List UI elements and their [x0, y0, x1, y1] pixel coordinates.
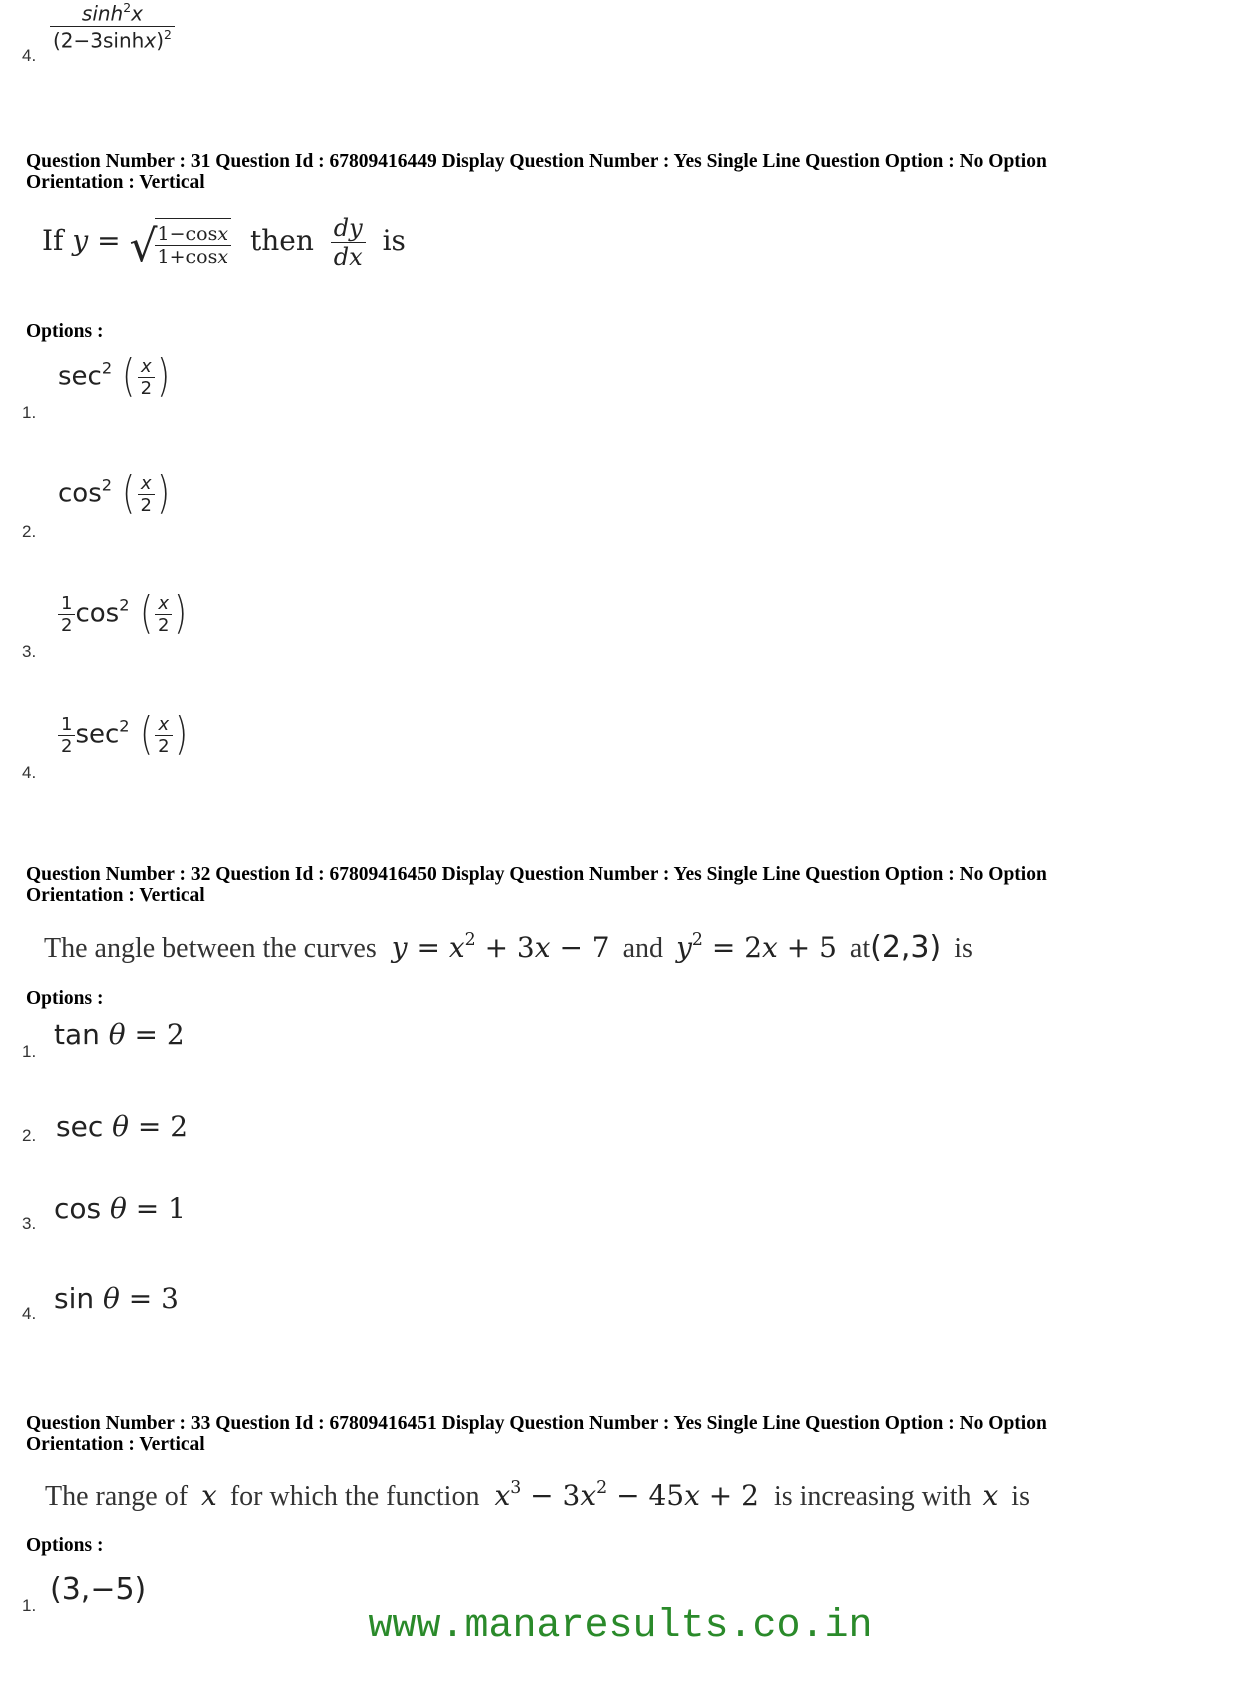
option-expression: $\cos^2$ ( $\frac{x}{2}$ ) [58, 468, 171, 519]
option-expression: cos θ = 1 [54, 1192, 186, 1225]
question-metadata: Question Number : 32 Question Id : 67809416450 Display Question Number : Yes Single Line Question Option : No Option Orientation : Vertical [26, 864, 1047, 906]
option-expression: $\sec^2$ ( $\frac{x}{2}$ ) [58, 351, 171, 402]
option-expression: tan θ = 2 [54, 1018, 185, 1051]
options-heading: Options : [26, 321, 104, 342]
question-stem: The angle between the curves $y = x^2 + 3x - 7$ and $y^2 = 2x + 5$ at(2,3) is [44, 930, 973, 966]
option-expression: $\frac{1}{2}$ $\sec^2$ ( $\frac{x}{2}$ ) [58, 713, 190, 757]
option-expression: sin θ = 3 [54, 1282, 179, 1315]
option-expression: (3,−5) [50, 1572, 147, 1607]
option-number: 4. [22, 46, 37, 65]
question-stem: The range of x for which the function $x^3 - 3x^2 - 45x + 2$ is increasing with x is [45, 1478, 1030, 1513]
question-metadata: Question Number : 33 Question Id : 67809416451 Display Question Number : Yes Single Line Question Option : No Option Orientation : Vertical [26, 1413, 1047, 1455]
option-expression: $\frac{1}{2}$ $\cos^2$ ( $\frac{x}{2}$ ) [58, 592, 190, 636]
question-stem: If y = √ $\frac{1-\cos x}{1+\cos x}$ then $\frac{dy}{dx}$ is [42, 214, 406, 272]
option-expression: sec θ = 2 [56, 1110, 189, 1143]
options-heading: Options : [26, 988, 104, 1009]
options-heading: Options : [26, 1535, 104, 1556]
option-expression: $\frac{\sinh^2x}{(2-3\sinh x)^2}$ [50, 0, 175, 52]
watermark: www.manaresults.co.in [368, 1604, 873, 1649]
question-metadata: Question Number : 31 Question Id : 67809416449 Display Question Number : Yes Single Line Question Option : No Option Orientation : Vertical [26, 151, 1047, 193]
